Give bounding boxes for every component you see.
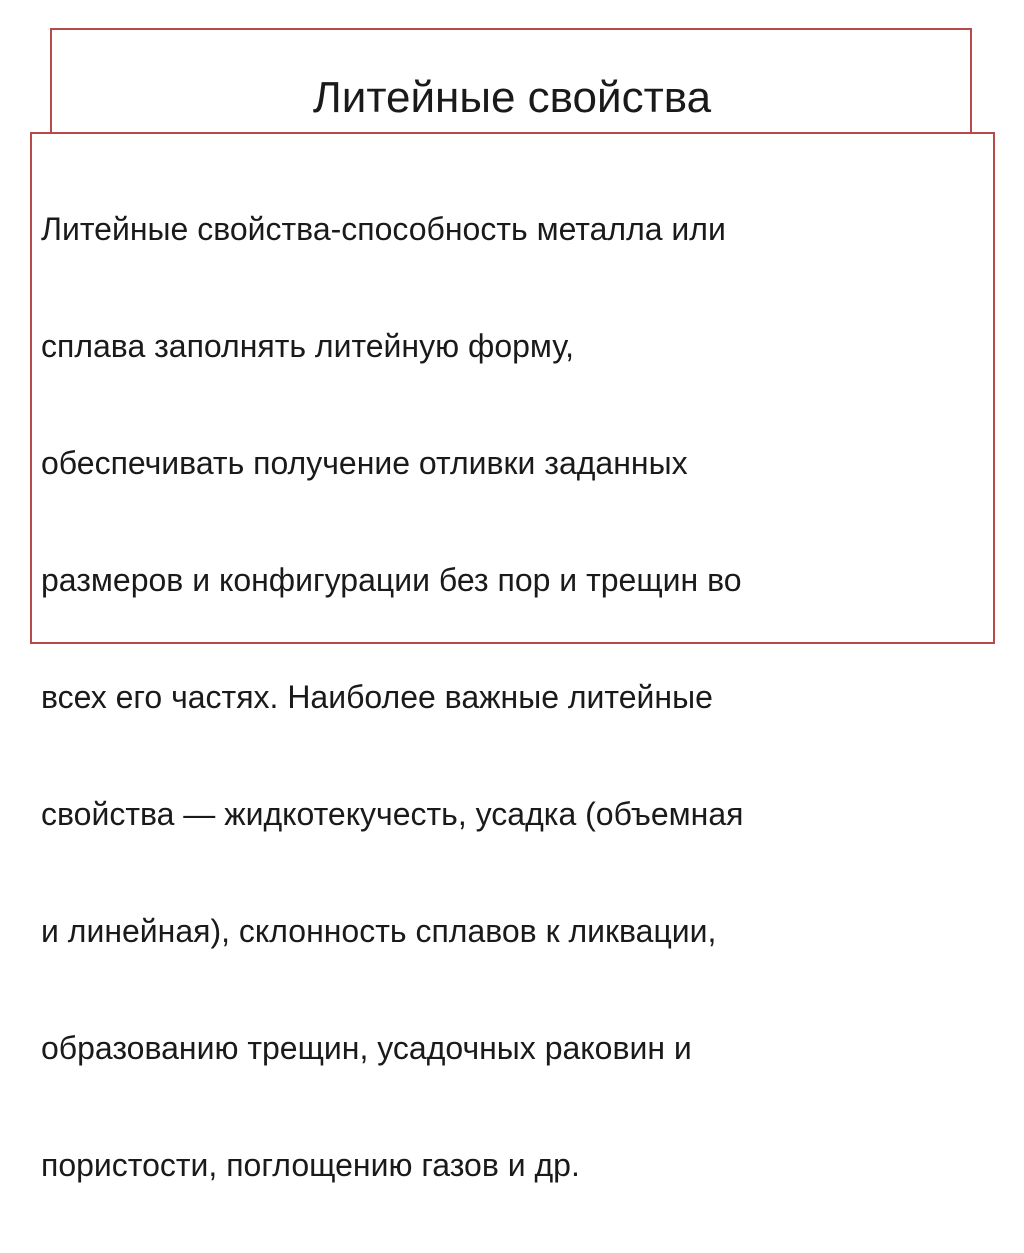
slide-title: Литейные свойства (312, 73, 712, 122)
body-line: сплава заполнять литейную форму, (41, 327, 574, 364)
body-line: обеспечивать получение отливки заданных (41, 444, 688, 481)
body-line: образованию трещин, усадочных раковин и (41, 1029, 692, 1066)
body-line: размеров и конфигурации без пор и трещин во (41, 561, 742, 598)
slide-body-text (41, 141, 976, 1253)
body-line: Литейные свойства-способность металла или (41, 210, 726, 247)
body-line: свойства — жидкотекучесть, усадка (объемная (41, 795, 744, 832)
body-line: и линейная), склонность сплавов к ликвации, (41, 912, 717, 949)
body-line: всех его частях. Наиболее важные литейные (41, 678, 713, 715)
body-line: пористости, поглощению газов и др. (41, 1146, 580, 1183)
